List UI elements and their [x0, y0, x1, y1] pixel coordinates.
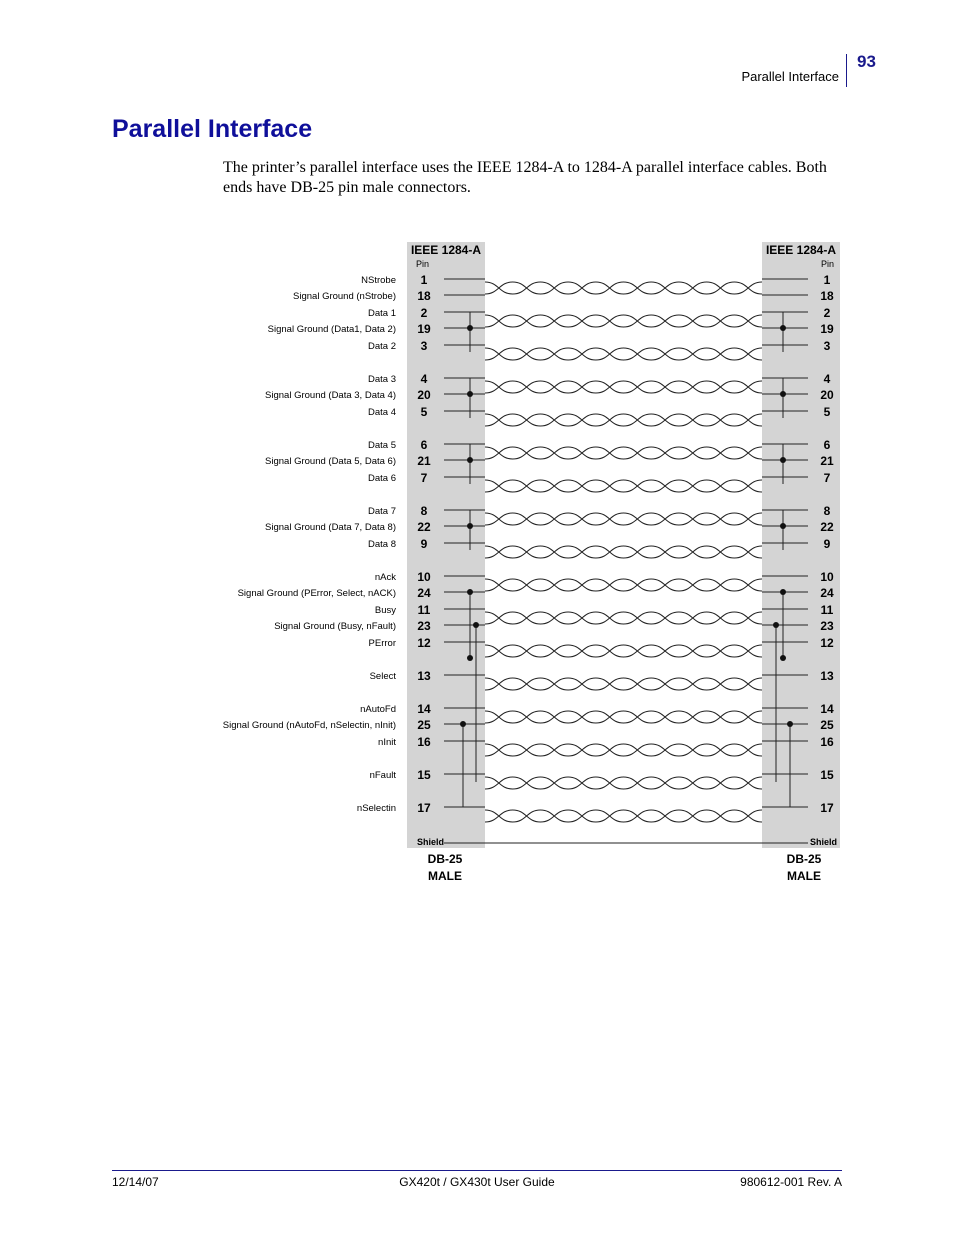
- signal-label: Signal Ground (Data 5, Data 6): [265, 456, 396, 467]
- ground-junction-right: [780, 325, 786, 331]
- ground-junction-left: [467, 523, 473, 529]
- pin-number-left: 2: [420, 306, 428, 320]
- twisted-pair-9-wire-b: [485, 546, 762, 558]
- signal-label: Busy: [374, 605, 396, 616]
- signal-label: Data 2: [368, 341, 396, 352]
- pin-number-left: 14: [417, 702, 431, 716]
- ground-junction-right: [780, 655, 786, 661]
- pin-number-right: 25: [820, 718, 834, 732]
- signal-label: nAutoFd: [360, 704, 396, 715]
- ground-junction-left: [467, 325, 473, 331]
- twisted-pair-17-wire-b: [485, 810, 762, 822]
- signal-label: Signal Ground (Busy, nFault): [274, 621, 396, 632]
- pin-number-left: 22: [417, 520, 431, 534]
- pin-number-left: 7: [420, 471, 428, 485]
- pin-number-right: 10: [820, 570, 834, 584]
- pin-number-left: 12: [417, 636, 431, 650]
- signal-label: Data 6: [368, 473, 396, 484]
- twisted-pair-12-wire-b: [485, 645, 762, 657]
- signal-label: Signal Ground (nStrobe): [293, 291, 396, 302]
- connector-gender-left: MALE: [428, 869, 462, 883]
- signal-label: PError: [368, 638, 396, 649]
- pin-number-right: 16: [820, 735, 834, 749]
- pin-number-right: 18: [820, 289, 834, 303]
- pin-number-left: 24: [417, 586, 431, 600]
- ground-junction-right: [787, 721, 793, 727]
- pin-number-right: 23: [820, 619, 834, 633]
- ground-junction-right: [780, 589, 786, 595]
- signal-label: Data 1: [368, 308, 396, 319]
- ground-junction-left: [473, 622, 479, 628]
- pin-number-left: 8: [420, 504, 428, 518]
- signal-label: Signal Ground (Data 3, Data 4): [265, 390, 396, 401]
- ground-junction-left: [467, 589, 473, 595]
- pin-number-right: 22: [820, 520, 834, 534]
- twisted-pair-2-wire-b: [485, 315, 762, 327]
- twisted-pair-13-wire-b: [485, 678, 762, 690]
- pin-number-right: 8: [823, 504, 831, 518]
- footer-date: 12/14/07: [112, 1175, 159, 1189]
- twisted-pair-1-wire-b: [485, 282, 762, 294]
- signal-label: Signal Ground (Data 7, Data 8): [265, 522, 396, 533]
- signal-label: nFault: [369, 770, 396, 781]
- connector-label-left: IEEE 1284-A: [410, 243, 482, 257]
- connector-type-left: DB-25: [427, 852, 463, 866]
- ground-junction-right: [780, 457, 786, 463]
- pin-number-right: 19: [820, 322, 834, 336]
- ground-junction-left: [467, 655, 473, 661]
- running-header-section: Parallel Interface: [741, 69, 839, 84]
- signal-label: nInit: [378, 737, 396, 748]
- pin-number-right: 15: [820, 768, 834, 782]
- ground-junction-right: [780, 391, 786, 397]
- pin-number-left: 25: [417, 718, 431, 732]
- connector-type-right: DB-25: [786, 852, 822, 866]
- ground-junction-right: [773, 622, 779, 628]
- twisted-pair-4-wire-b: [485, 381, 762, 393]
- twisted-pair-14-wire-b: [485, 711, 762, 723]
- pin-number-right: 3: [823, 339, 831, 353]
- pin-number-right: 14: [820, 702, 834, 716]
- signal-label: Select: [369, 671, 396, 682]
- pin-number-left: 17: [417, 801, 431, 815]
- pin-number-right: 4: [823, 372, 831, 386]
- pin-number-left: 19: [417, 322, 431, 336]
- pin-number-right: 13: [820, 669, 834, 683]
- signal-label: Signal Ground (Data1, Data 2): [267, 324, 396, 335]
- signal-label: Data 5: [368, 440, 396, 451]
- footer-divider: [112, 1170, 842, 1171]
- twisted-pair-15-wire-b: [485, 744, 762, 756]
- pin-header-right: Pin: [820, 259, 834, 269]
- pin-number-left: 5: [420, 405, 428, 419]
- signal-label: NStrobe: [361, 275, 396, 286]
- pin-number-left: 20: [417, 388, 431, 402]
- twisted-pair-8-wire-b: [485, 513, 762, 525]
- signal-label: Signal Ground (PError, Select, nACK): [237, 588, 396, 599]
- twisted-pair-6-wire-b: [485, 447, 762, 459]
- pin-number-right: 12: [820, 636, 834, 650]
- page-title: Parallel Interface: [112, 115, 313, 143]
- pin-number-left: 3: [420, 339, 428, 353]
- twisted-pair-16-wire-b: [485, 777, 762, 789]
- twisted-pair-3-wire-b: [485, 348, 762, 360]
- pin-number-left: 23: [417, 619, 431, 633]
- pin-number-right: 20: [820, 388, 834, 402]
- pin-number-right: 2: [823, 306, 831, 320]
- pin-number-right: 9: [823, 537, 831, 551]
- pin-number-right: 5: [823, 405, 831, 419]
- pin-number-left: 16: [417, 735, 431, 749]
- intro-paragraph: The printer’s parallel interface uses the IEEE 1284-A to 1284-A parallel interface cables. Both ends have DB-25 pin male connectors.: [223, 159, 827, 196]
- pin-number-left: 10: [417, 570, 431, 584]
- pin-number-right: 21: [820, 454, 834, 468]
- connector-label-right: IEEE 1284-A: [765, 243, 837, 257]
- signal-label: Data 7: [368, 506, 396, 517]
- ground-junction-left: [467, 457, 473, 463]
- twisted-pair-7-wire-b: [485, 480, 762, 492]
- ground-junction-left: [467, 391, 473, 397]
- pin-number-left: 1: [420, 273, 428, 287]
- pin-number-right: 11: [820, 603, 834, 617]
- signal-label: Data 3: [368, 374, 396, 385]
- page-number: 93: [857, 52, 876, 71]
- connector-gender-right: MALE: [787, 869, 821, 883]
- pin-number-right: 24: [820, 586, 834, 600]
- footer-guide-title: GX420t / GX430t User Guide: [399, 1175, 555, 1189]
- twisted-pair-5-wire-b: [485, 414, 762, 426]
- shield-label-left: Shield: [417, 837, 445, 847]
- ground-junction-left: [460, 721, 466, 727]
- pin-number-right: 17: [820, 801, 834, 815]
- pin-number-right: 7: [823, 471, 831, 485]
- pin-number-left: 4: [420, 372, 428, 386]
- signal-label: nAck: [374, 572, 396, 583]
- pin-number-right: 6: [823, 438, 831, 452]
- shield-label-right: Shield: [809, 837, 837, 847]
- signal-label: Data 8: [368, 539, 396, 550]
- footer-revision: 980612-001 Rev. A: [740, 1175, 842, 1189]
- pin-number-left: 15: [417, 768, 431, 782]
- pin-number-left: 21: [417, 454, 431, 468]
- pin-number-left: 9: [420, 537, 428, 551]
- twisted-pair-11-wire-b: [485, 612, 762, 624]
- twisted-pair-10-wire-b: [485, 579, 762, 591]
- signal-label: nSelectin: [356, 803, 396, 814]
- pin-header-left: Pin: [416, 259, 430, 269]
- pin-number-left: 18: [417, 289, 431, 303]
- pin-number-left: 11: [417, 603, 431, 617]
- pin-number-left: 13: [417, 669, 431, 683]
- ground-junction-right: [780, 523, 786, 529]
- signal-label: Data 4: [368, 407, 396, 418]
- pin-number-left: 6: [420, 438, 428, 452]
- pin-number-right: 1: [823, 273, 831, 287]
- signal-label: Signal Ground (nAutoFd, nSelectin, nInit): [222, 720, 396, 731]
